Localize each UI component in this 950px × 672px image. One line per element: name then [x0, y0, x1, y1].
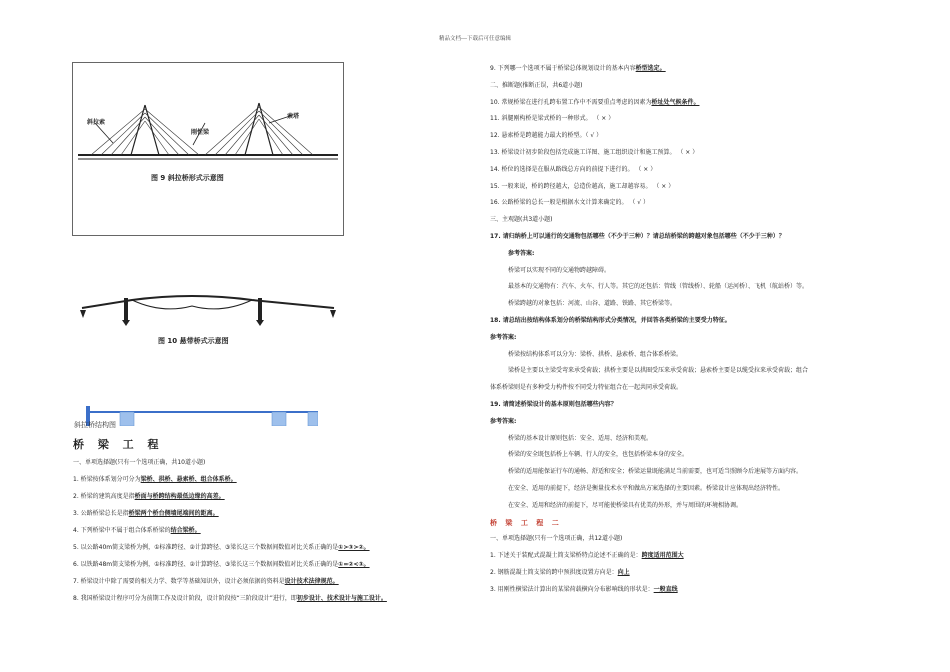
question-text: 桥 梁 工 程 二 — [490, 518, 562, 527]
right-line — [490, 385, 682, 391]
right-line — [508, 368, 808, 374]
question-text: 4. 下列桥梁中不属于组合体系桥梁的 — [73, 527, 171, 534]
question-text: 体系桥梁则是有多种受力构件按不同受力特征组合在一起共同承受荷载。 — [490, 384, 683, 392]
question-text: 6. 以铁路48m简支梁桥为例，①标准跨径、②计算跨径、③梁长这三个数据间数值对比关系正确的是 — [73, 561, 339, 568]
question-text: 1. 桥梁按体系划分可分为 — [73, 476, 141, 483]
right-line — [508, 352, 682, 358]
question-text: 桥梁的基本设计原则包括：安全、适用、经济和美观。 — [508, 434, 653, 442]
question-text: 2. 钢筋混凝土简支梁的跨中预拱度设置方向是： — [490, 569, 618, 576]
frame-structure-drawing — [86, 406, 318, 426]
right-line — [508, 268, 610, 274]
answer-text: 结合梁桥。 — [170, 527, 201, 534]
answer-text: 桥面与桥跨结构最低边缘的高差。 — [134, 493, 225, 500]
left-line — [73, 596, 387, 602]
answer-text: 初步设计、技术设计与施工设计。 — [296, 595, 387, 602]
label-rigid-beam: 刚性梁 — [191, 129, 210, 136]
right-line — [490, 217, 553, 223]
question-text: 12. 悬索桥是跨越能力最大的桥型。（ √ ） — [490, 132, 603, 140]
answer-text: 桥址处气候条件。 — [651, 98, 700, 106]
question-text: 一、单项选择题(只有一个选项正确，共10道小题) — [73, 459, 206, 466]
right-line — [508, 452, 688, 458]
right-line — [508, 284, 808, 290]
left-line — [73, 494, 225, 500]
stressed-ribbon-drawing — [72, 280, 342, 330]
question-text: 15. 一般来说，桥的跨径越大，总造价越高，施工却越容易。 （ × ） — [490, 182, 675, 190]
answer-text: ①=②<③。 — [338, 561, 370, 568]
right-line — [490, 150, 698, 156]
question-text: 最基本的交通物有：汽车、火车、行人等。其它的还包括：管线（管线桥）、轮船（运河桥）、飞机（航站桥）等。 — [508, 283, 809, 291]
question-text: 8. 我国桥梁设计程序可分为前期工作及设计阶段，设计阶段按“三阶段设计”进行，即 — [73, 595, 297, 602]
right-line — [508, 469, 802, 475]
question-text: 16. 公路桥梁的总长一般是根据水文计算来确定的。 （ √ ） — [490, 199, 649, 207]
figure-9-caption: 图 9 斜拉桥形式示意图 — [151, 174, 224, 182]
question-text: 桥梁的安全既包括桥上车辆、行人的安全，也包括桥梁本身的安全。 — [508, 451, 689, 459]
question-text: 11. 斜腿刚构桥是梁式桥的一种形式。 （ × ） — [490, 115, 615, 123]
question-text: 三、主观题(共3道小题) — [490, 216, 553, 224]
question-text: 参考答案: — [490, 417, 517, 425]
right-line — [508, 301, 676, 307]
figure-cable-stayed-bridge — [72, 62, 344, 236]
question-text: 3. 公路桥梁总长是指 — [73, 510, 129, 517]
right-line — [508, 486, 784, 492]
figure-10-caption: 图 10 悬带桥式示意图 — [158, 337, 229, 345]
question-text: 10. 常规桥梁在进行孔跨布置工作中不需要重点考虑的因素为 — [490, 98, 652, 106]
right-line — [490, 536, 622, 542]
answer-text: 桥型选定。 — [635, 65, 666, 72]
answer-text: 设计技术法律规范。 — [284, 578, 339, 585]
right-line — [490, 83, 583, 89]
right-line — [508, 251, 534, 257]
right-line — [490, 133, 602, 139]
question-text: 参考答案: — [508, 249, 535, 257]
question-text: 1. 下述关于装配式混凝土简支梁桥特点论述不正确的是： — [490, 552, 642, 560]
question-text: 14. 桥位的选择是在服从路线总方向的前提下进行的。 （ × ） — [490, 165, 657, 173]
label-tower: 索塔 — [287, 113, 300, 120]
answer-text: 向上 — [617, 569, 630, 576]
left-line — [73, 562, 370, 568]
question-text: 二、推断题(推断正误，共6道小题) — [490, 81, 583, 89]
question-text: 桥梁跨越的对象包括：河流、山谷、道路、铁路、其它桥梁等。 — [508, 300, 677, 308]
question-text: 3. 用刚性横梁法计算出的某梁荷载横向分布影响线的形状是： — [490, 585, 654, 593]
cable-stayed-bridge-drawing — [73, 63, 343, 235]
question-text: 桥梁的适用能保证行车的通畅、舒适和安全；桥梁运量既能满足当前需要，也可适当照顾今后速展等方面内容。 — [508, 468, 803, 476]
left-line — [73, 579, 339, 585]
question-text: 桥梁按结构体系可以分为：梁桥、拱桥、悬索桥、组合体系桥梁。 — [508, 350, 683, 358]
right-line — [490, 570, 630, 576]
answer-text: 梁桥、拱桥、悬索桥、组合体系桥。 — [140, 476, 237, 483]
right-line — [490, 167, 656, 173]
right-line — [490, 587, 678, 593]
left-line — [73, 477, 237, 483]
right-line — [490, 335, 516, 341]
right-line — [490, 66, 666, 72]
question-text: 17. 请归纳桥上可以通行的交通物包括哪些（不少于三种）？请总结桥梁的跨越对象包括哪些（不少于三种）？ — [490, 233, 785, 240]
label-stay-cable: 斜拉索 — [87, 119, 106, 126]
answer-text: 跨度适用范围大 — [641, 552, 684, 560]
right-line — [490, 184, 674, 190]
right-line — [490, 402, 617, 408]
left-line — [73, 460, 205, 466]
question-text: 在安全、适用和经济的前提下，尽可能使桥梁具有优美的外形，并与周围的环境相协调。 — [508, 501, 743, 509]
right-line — [490, 234, 785, 240]
question-text: 桥梁可以实现不同的交通物跨越障碍。 — [508, 266, 611, 274]
frame-structure-label: 斜拉桥结构图 — [74, 421, 116, 429]
right-line — [490, 116, 614, 122]
question-text: 在安全、适用的前提下，经济是衡量技术水平和做出方案选择的主要因素。桥梁设计应体现出经济特性。 — [508, 485, 785, 492]
question-text: 13. 桥梁设计初步阶段包括完成施工详图、施工组织设计和施工预算。 （ × ） — [490, 149, 699, 156]
right-line — [508, 503, 742, 509]
question-text: 19. 请简述桥梁设计的基本原则包括哪些内容？ — [490, 401, 617, 408]
question-text: 一、单项选择题(只有一个选项正确，共12道小题) — [490, 535, 623, 543]
answer-text: 桥梁两个桥台侧墙尾端间的距离。 — [128, 510, 219, 517]
question-text: 参考答案: — [490, 333, 517, 341]
question-text: 2. 桥梁的建筑高度是指 — [73, 493, 135, 500]
left-line — [73, 528, 201, 534]
page-header: 精品文档---下载后可任意编辑 — [439, 36, 511, 42]
right-line — [490, 100, 699, 106]
right-line — [508, 436, 652, 442]
question-text: 梁桥是主要以主梁受弯来承受荷载；拱桥主要是以拱圈受压来承受荷载；悬索桥主要是以缆受拉来承受荷载；组合 — [508, 367, 809, 375]
right-line — [490, 520, 562, 527]
right-line — [490, 200, 649, 206]
question-text: 5. 以公路40m简支梁桥为例，①标准跨径、②计算跨径、③梁长这三个数据间数值对比关系正确的是 — [73, 544, 339, 551]
right-line — [490, 419, 516, 425]
question-text: 9. 下列哪一个选项不属于桥梁总体规划设计的基本内容 — [490, 65, 636, 72]
figure-stressed-ribbon-bridge — [72, 280, 342, 360]
right-line — [490, 553, 684, 559]
question-text: 7. 桥梁设计中除了需要的相关力学、数学等基础知识外，设计必须依据的资料是 — [73, 578, 285, 585]
answer-text: ①>③>②。 — [338, 544, 370, 551]
right-line — [490, 318, 731, 324]
document-title: 桥 梁 工 程 — [73, 438, 164, 451]
left-line — [73, 511, 219, 517]
left-line — [73, 545, 370, 551]
question-text: 18. 请总结出按结构体系划分的桥梁结构形式分类情况，并回答各类桥梁的主要受力特征。 — [490, 317, 731, 324]
answer-text: 一般直线 — [653, 585, 678, 593]
